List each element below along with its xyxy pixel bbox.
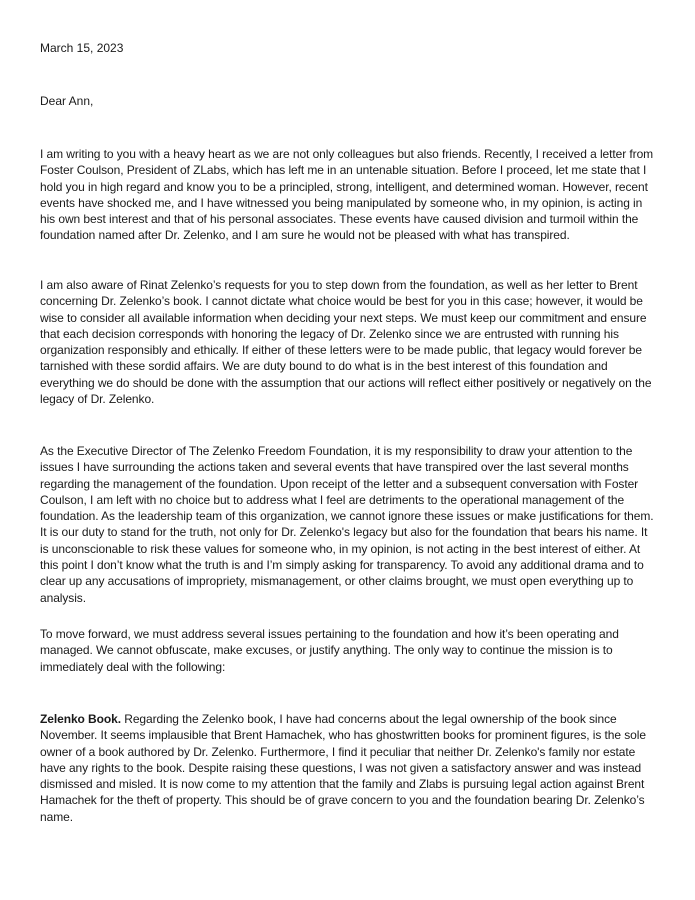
zelenko-book-section: [40, 711, 658, 825]
letter-salutation: Dear Ann,: [40, 94, 94, 108]
letter-paragraph-4: To move forward, we must address several issues pertaining to the foundation and how it’s been operating and managed. We cannot obfuscate, make excuses, or justify anything. The only way to continue the mission is to immediately deal with the following:: [40, 627, 619, 674]
letter-paragraph-2: I am also aware of Rinat Zelenko’s requests for you to step down from the foundation, as well as her letter to Brent concerning Dr. Zelenko’s book. I cannot dictate what choice would be best for you in this case; however, it would be wise to consider all available information when deciding your next steps. We must keep our commitment and ensure that each decision corresponds with honoring the legacy of Dr. Zelenko since we are entrusted with running his organization responsibly and ethically. If either of these letters were to be made public, that legacy would forever be tarnished with these sordid affairs. We are duty bound to do what is in the best interest of this foundation and everything we do should be done with the assumption that our actions will reflect either positively or negatively on the legacy of Dr. Zelenko.: [40, 278, 652, 407]
letter-paragraph-1: I am writing to you with a heavy heart as we are not only colleagues but also friends. Recently, I received a letter from Foster Coulson, President of ZLabs, which has left me in an untenable situation. Before I proceed, let me state that I hold you in high regard and know you to be a principled, strong, intelligent, and determined woman. However, recent events have shocked me, and I have witnessed you being manipulated by someone who, in my opinion, is acting in his own best interest and that of his personal associates. These events have caused division and turmoil within the foundation named after Dr. Zelenko, and I am sure he would not be pleased with what has transpired.: [40, 147, 654, 243]
letter-paragraph-3: As the Executive Director of The Zelenko Freedom Foundation, it is my responsibility to draw your attention to the issues I have surrounding the actions taken and several events that have transpired over the last several months regarding the management of the foundation. Upon receipt of the letter and a subsequent conversation with Foster Coulson, I am left with no choice but to address what I feel are detriments to the operational management of the foundation. As the leadership team of this organization, we cannot ignore these issues or make justifications for them. It is our duty to stand for the truth, not only for Dr. Zelenko's legacy but also for the foundation that bears his name. It is unconscionable to risk these values for someone who, in my opinion, is not acting in the best interest of either. At this point I don’t know what the truth is and I’m simply asking for transparency. To avoid any additional drama and to clear up any accusations of impropriety, mismanagement, or other claims brought, we must open everything up to analysis.: [40, 444, 654, 605]
letter-date: March 15, 2023: [40, 41, 124, 55]
zelenko-book-heading: Zelenko Book.: [40, 712, 121, 726]
zelenko-book-body: Regarding the Zelenko book, I have had concerns about the legal ownership of the book since November. It seems implausible that Brent Hamachek, who has ghostwritten books for prominent figures, is the sole owner of a book authored by Dr. Zelenko. Furthermore, I find it peculiar that neither Dr. Zelenko's family nor estate have any rights to the book. Despite raising these questions, I was not given a satisfactory answer and was instead dismissed and misled. It is now come to my attention that the family and Zlabs is pursuing legal action against Brent Hamachek for the theft of property. This should be of grave concern to you and the foundation bearing Dr. Zelenko’s name.: [40, 712, 646, 824]
